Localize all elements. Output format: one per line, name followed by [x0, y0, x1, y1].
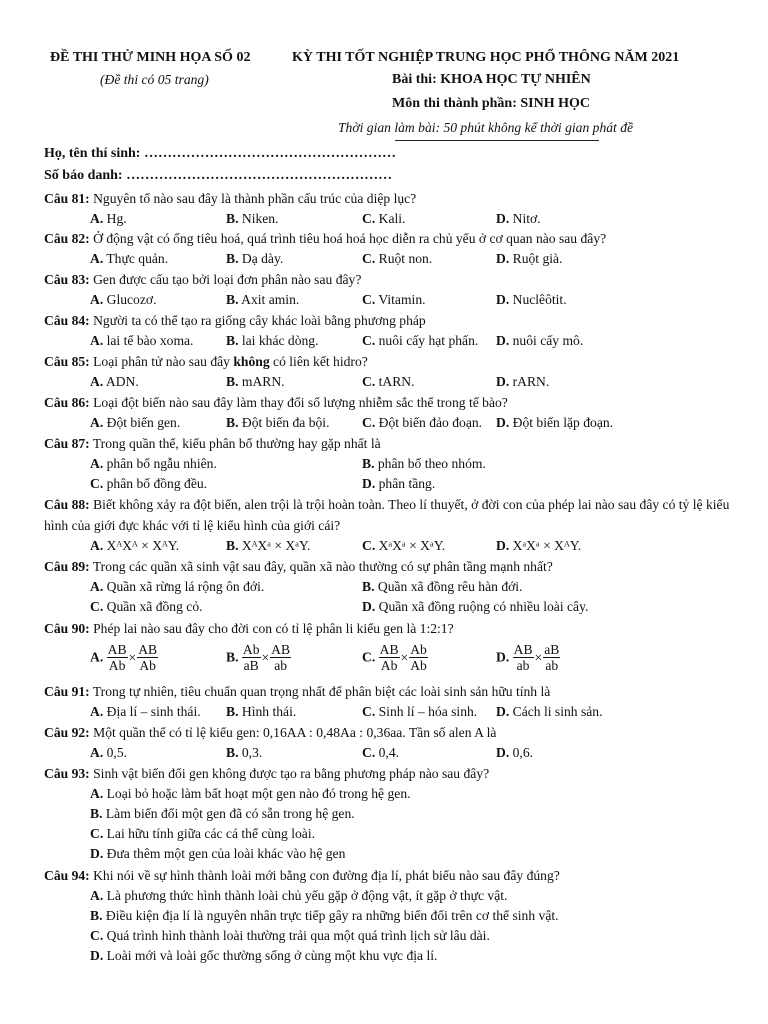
question-number: Câu 90:	[44, 621, 90, 636]
option-a: A. Quần xã rừng lá rộng ôn đới.	[90, 579, 265, 594]
option-a: A. lai tế bào xoma.	[90, 333, 194, 348]
option-c: C. Ruột non.	[362, 251, 433, 266]
question-text-end: có liên kết hidro?	[269, 354, 368, 369]
option-c: C. phân bố đồng đều.	[90, 476, 208, 491]
option-b: B. XᴬXᵃ × XᵃY.	[226, 538, 311, 553]
question-text: Loại đột biến nào sau đây làm thay đổi số lượng nhiễm sắc thể trong tế bào?	[93, 395, 508, 410]
option-a: A. Đột biến gen.	[90, 415, 181, 430]
option-c: C. Quá trình hình thành loài thường trải qua một quá trình lịch sử lâu dài.	[90, 928, 490, 943]
option-d: D. $\frac{AB}{ab}$ × $\frac{aB}{ab}$	[496, 642, 560, 673]
option-a: A. XᴬXᴬ × XᴬY.	[90, 538, 180, 553]
question-92	[44, 723, 734, 763]
option-d: D. nuôi cấy mô.	[496, 333, 584, 348]
option-b: B. $\frac{Ab}{aB}$ × $\frac{AB}{ab}$	[226, 642, 291, 673]
option-c: C. XᵃXᵃ × XᵃY.	[362, 538, 446, 553]
option-c: C. Vitamin.	[362, 292, 426, 307]
question-text: Phép lai nào sau đây cho đời con có tỉ lệ phân li kiểu gen là 1:2:1?	[93, 621, 454, 636]
question-number: Câu 94:	[44, 868, 90, 883]
fraction: $\frac{aB}{ab}$	[544, 642, 560, 673]
option-c: C. Sinh lí – hóa sinh.	[362, 704, 478, 719]
option-c: C. Lai hữu tính giữa các cá thể cùng loài.	[90, 826, 315, 841]
question-text: Nguyên tố nào sau đây là thành phần cấu trúc của diệp lục?	[93, 191, 417, 206]
question-85	[44, 352, 734, 392]
option-c: C. tARN.	[362, 374, 415, 389]
option-a: A. phân bố ngẫu nhiên.	[90, 456, 217, 471]
fraction: $\frac{Ab}{aB}$	[242, 642, 260, 673]
question-text: Một quần thể có tỉ lệ kiểu gen: 0,16AA : 0,48Aa : 0,36aa. Tần số alen A là	[93, 725, 497, 740]
question-text: Trong các quần xã sinh vật sau đây, quần xã nào thường có sự phân tầng mạnh nhất?	[92, 559, 553, 574]
question-87	[44, 434, 734, 494]
option-b: B. Quần xã đồng rêu hàn đới.	[362, 579, 523, 594]
option-b: B. Axit amin.	[226, 292, 300, 307]
option-b: B. Điều kiện địa lí là nguyên nhân trực tiếp gây ra những biến đổi trên cơ thể sinh vật.	[90, 908, 559, 923]
question-text: Ở động vật có ống tiêu hoá, quá trình tiêu hoá hoá học diễn ra chủ yếu ở cơ quan nào sau đây?	[93, 231, 607, 246]
question-82	[44, 229, 734, 269]
option-d: D. Quần xã đồng ruộng có nhiều loài cây.	[362, 599, 589, 614]
option-d: D. Nitơ.	[496, 211, 541, 226]
option-a: A. $\frac{AB}{Ab}$ × $\frac{AB}{Ab}$	[90, 642, 158, 673]
question-number: Câu 91:	[44, 684, 90, 699]
option-b: B. Làm biến đổi một gen đã có sẵn trong hệ gen.	[90, 806, 355, 821]
question-number: Câu 88:	[44, 497, 90, 512]
question-83	[44, 270, 734, 310]
fraction: $\frac{AB}{Ab}$	[107, 642, 127, 673]
option-a: A. ADN.	[90, 374, 139, 389]
option-b: B. Dạ dày.	[226, 251, 284, 266]
question-91	[44, 682, 734, 722]
question-number: Câu 89:	[44, 559, 90, 574]
option-b: B. mARN.	[226, 374, 285, 389]
question-84	[44, 311, 734, 351]
option-c: C. Quần xã đồng cỏ.	[90, 599, 203, 614]
question-number: Câu 86:	[44, 395, 90, 410]
pages-note: (Đề thi có 05 trang)	[100, 72, 209, 87]
option-a: A. Thực quản.	[90, 251, 169, 266]
question-text: Khi nói về sự hình thành loài mới bằng con đường địa lí, phát biểu nào sau đây đúng?	[93, 868, 560, 883]
candidate-name-field: Họ, tên thí sinh: ………………………………………………	[44, 146, 396, 161]
option-d: D. Cách li sinh sản.	[496, 704, 603, 719]
question-89	[44, 557, 734, 617]
option-a: A. Glucozơ.	[90, 292, 157, 307]
question-text: Người ta có thể tạo ra giống cây khác loài bằng phương pháp	[93, 313, 426, 328]
question-81	[44, 189, 734, 229]
question-text: Trong quần thể, kiểu phân bố thường hay gặp nhất là	[92, 436, 381, 451]
option-b: B. 0,3.	[226, 745, 263, 760]
option-b: B. Hình thái.	[226, 704, 297, 719]
question-number: Câu 93:	[44, 766, 90, 781]
option-c: C. 0,4.	[362, 745, 400, 760]
option-d: D. Loài mới và loài gốc thường sống ở cùng một khu vực địa lí.	[90, 948, 438, 963]
question-number: Câu 83:	[44, 272, 90, 287]
question-number: Câu 92:	[44, 725, 90, 740]
question-text: Sinh vật biến đổi gen không được tạo ra bằng phương pháp nào sau đây?	[93, 766, 490, 781]
question-text: Gen được cấu tạo bởi loại đơn phân nào sau đây?	[93, 272, 362, 287]
option-a: A. Loại bỏ hoặc làm bất hoạt một gen nào đó trong hệ gen.	[90, 786, 411, 801]
option-d: D. rARN.	[496, 374, 550, 389]
question-90	[44, 619, 734, 676]
option-a: A. Hg.	[90, 211, 127, 226]
option-d: D. 0,6.	[496, 745, 534, 760]
fraction: $\frac{AB}{ab}$	[271, 642, 291, 673]
question-88	[44, 494, 734, 556]
time-limit: Thời gian làm bài: 50 phút không kể thời gian phát đề	[338, 120, 634, 135]
test-name: Bài thi: KHOA HỌC TỰ NHIÊN	[392, 72, 591, 87]
question-number: Câu 84:	[44, 313, 90, 328]
option-b: B. lai khác dòng.	[226, 333, 319, 348]
fraction: $\frac{AB}{Ab}$	[379, 642, 399, 673]
exam-title: ĐỀ THI THỬ MINH HỌA SỐ 02	[50, 50, 251, 65]
fraction: $\frac{AB}{Ab}$	[138, 642, 158, 673]
option-c: C. $\frac{AB}{Ab}$ × $\frac{Ab}{Ab}$	[362, 642, 427, 673]
question-number: Câu 85:	[44, 354, 90, 369]
question-text: Biết không xảy ra đột biến, alen trội là trội hoàn toàn. Theo lí thuyết, ở đời con của phép lai nào sau đây có tỷ lệ kiểu hình của giới đực khác với tỉ lệ kiểu hình của giới cái?	[44, 497, 730, 533]
option-c: C. Kali.	[362, 211, 406, 226]
fraction: $\frac{Ab}{Ab}$	[410, 642, 427, 673]
question-number: Câu 87:	[44, 436, 90, 451]
option-a: A. 0,5.	[90, 745, 128, 760]
option-d: D. Nuclêôtit.	[496, 292, 567, 307]
option-b: B. phân bố theo nhóm.	[362, 456, 486, 471]
option-a: A. Địa lí – sinh thái.	[90, 704, 201, 719]
fraction: $\frac{AB}{ab}$	[513, 642, 533, 673]
option-b: B. Niken.	[226, 211, 279, 226]
option-c: C. Đột biến đảo đoạn.	[362, 415, 483, 430]
question-number: Câu 81:	[44, 191, 90, 206]
option-d: D. phân tầng.	[362, 476, 436, 491]
option-d: D. Đưa thêm một gen của loài khác vào hệ gen	[90, 846, 346, 861]
option-d: D. Ruột già.	[496, 251, 563, 266]
option-c: C. nuôi cấy hạt phấn.	[362, 333, 479, 348]
question-number: Câu 82:	[44, 231, 90, 246]
option-d: D. Đột biến lặp đoạn.	[496, 415, 614, 430]
question-emphasis: không	[233, 354, 270, 369]
option-b: B. Đột biến đa bội.	[226, 415, 330, 430]
candidate-id-field: Số báo danh: …………………………………………………	[44, 168, 393, 183]
question-text: Trong tự nhiên, tiêu chuẩn quan trọng nhất để phân biệt các loài sinh sản hữu tính là	[92, 684, 551, 699]
exam-name: KỲ THI TỐT NGHIỆP TRUNG HỌC PHỔ THÔNG NĂM 2021	[292, 50, 680, 65]
header-underline	[395, 140, 599, 141]
question-text: Loại phân tử nào sau đây	[93, 354, 234, 369]
question-86	[44, 393, 734, 433]
question-94	[44, 866, 734, 966]
question-93	[44, 764, 734, 864]
option-d: D. XᵃXᵃ × XᴬY.	[496, 538, 582, 553]
subject-name: Môn thi thành phần: SINH HỌC	[392, 96, 591, 111]
option-a: A. Là phương thức hình thành loài chủ yếu gặp ở động vật, ít gặp ở thực vật.	[90, 888, 508, 903]
